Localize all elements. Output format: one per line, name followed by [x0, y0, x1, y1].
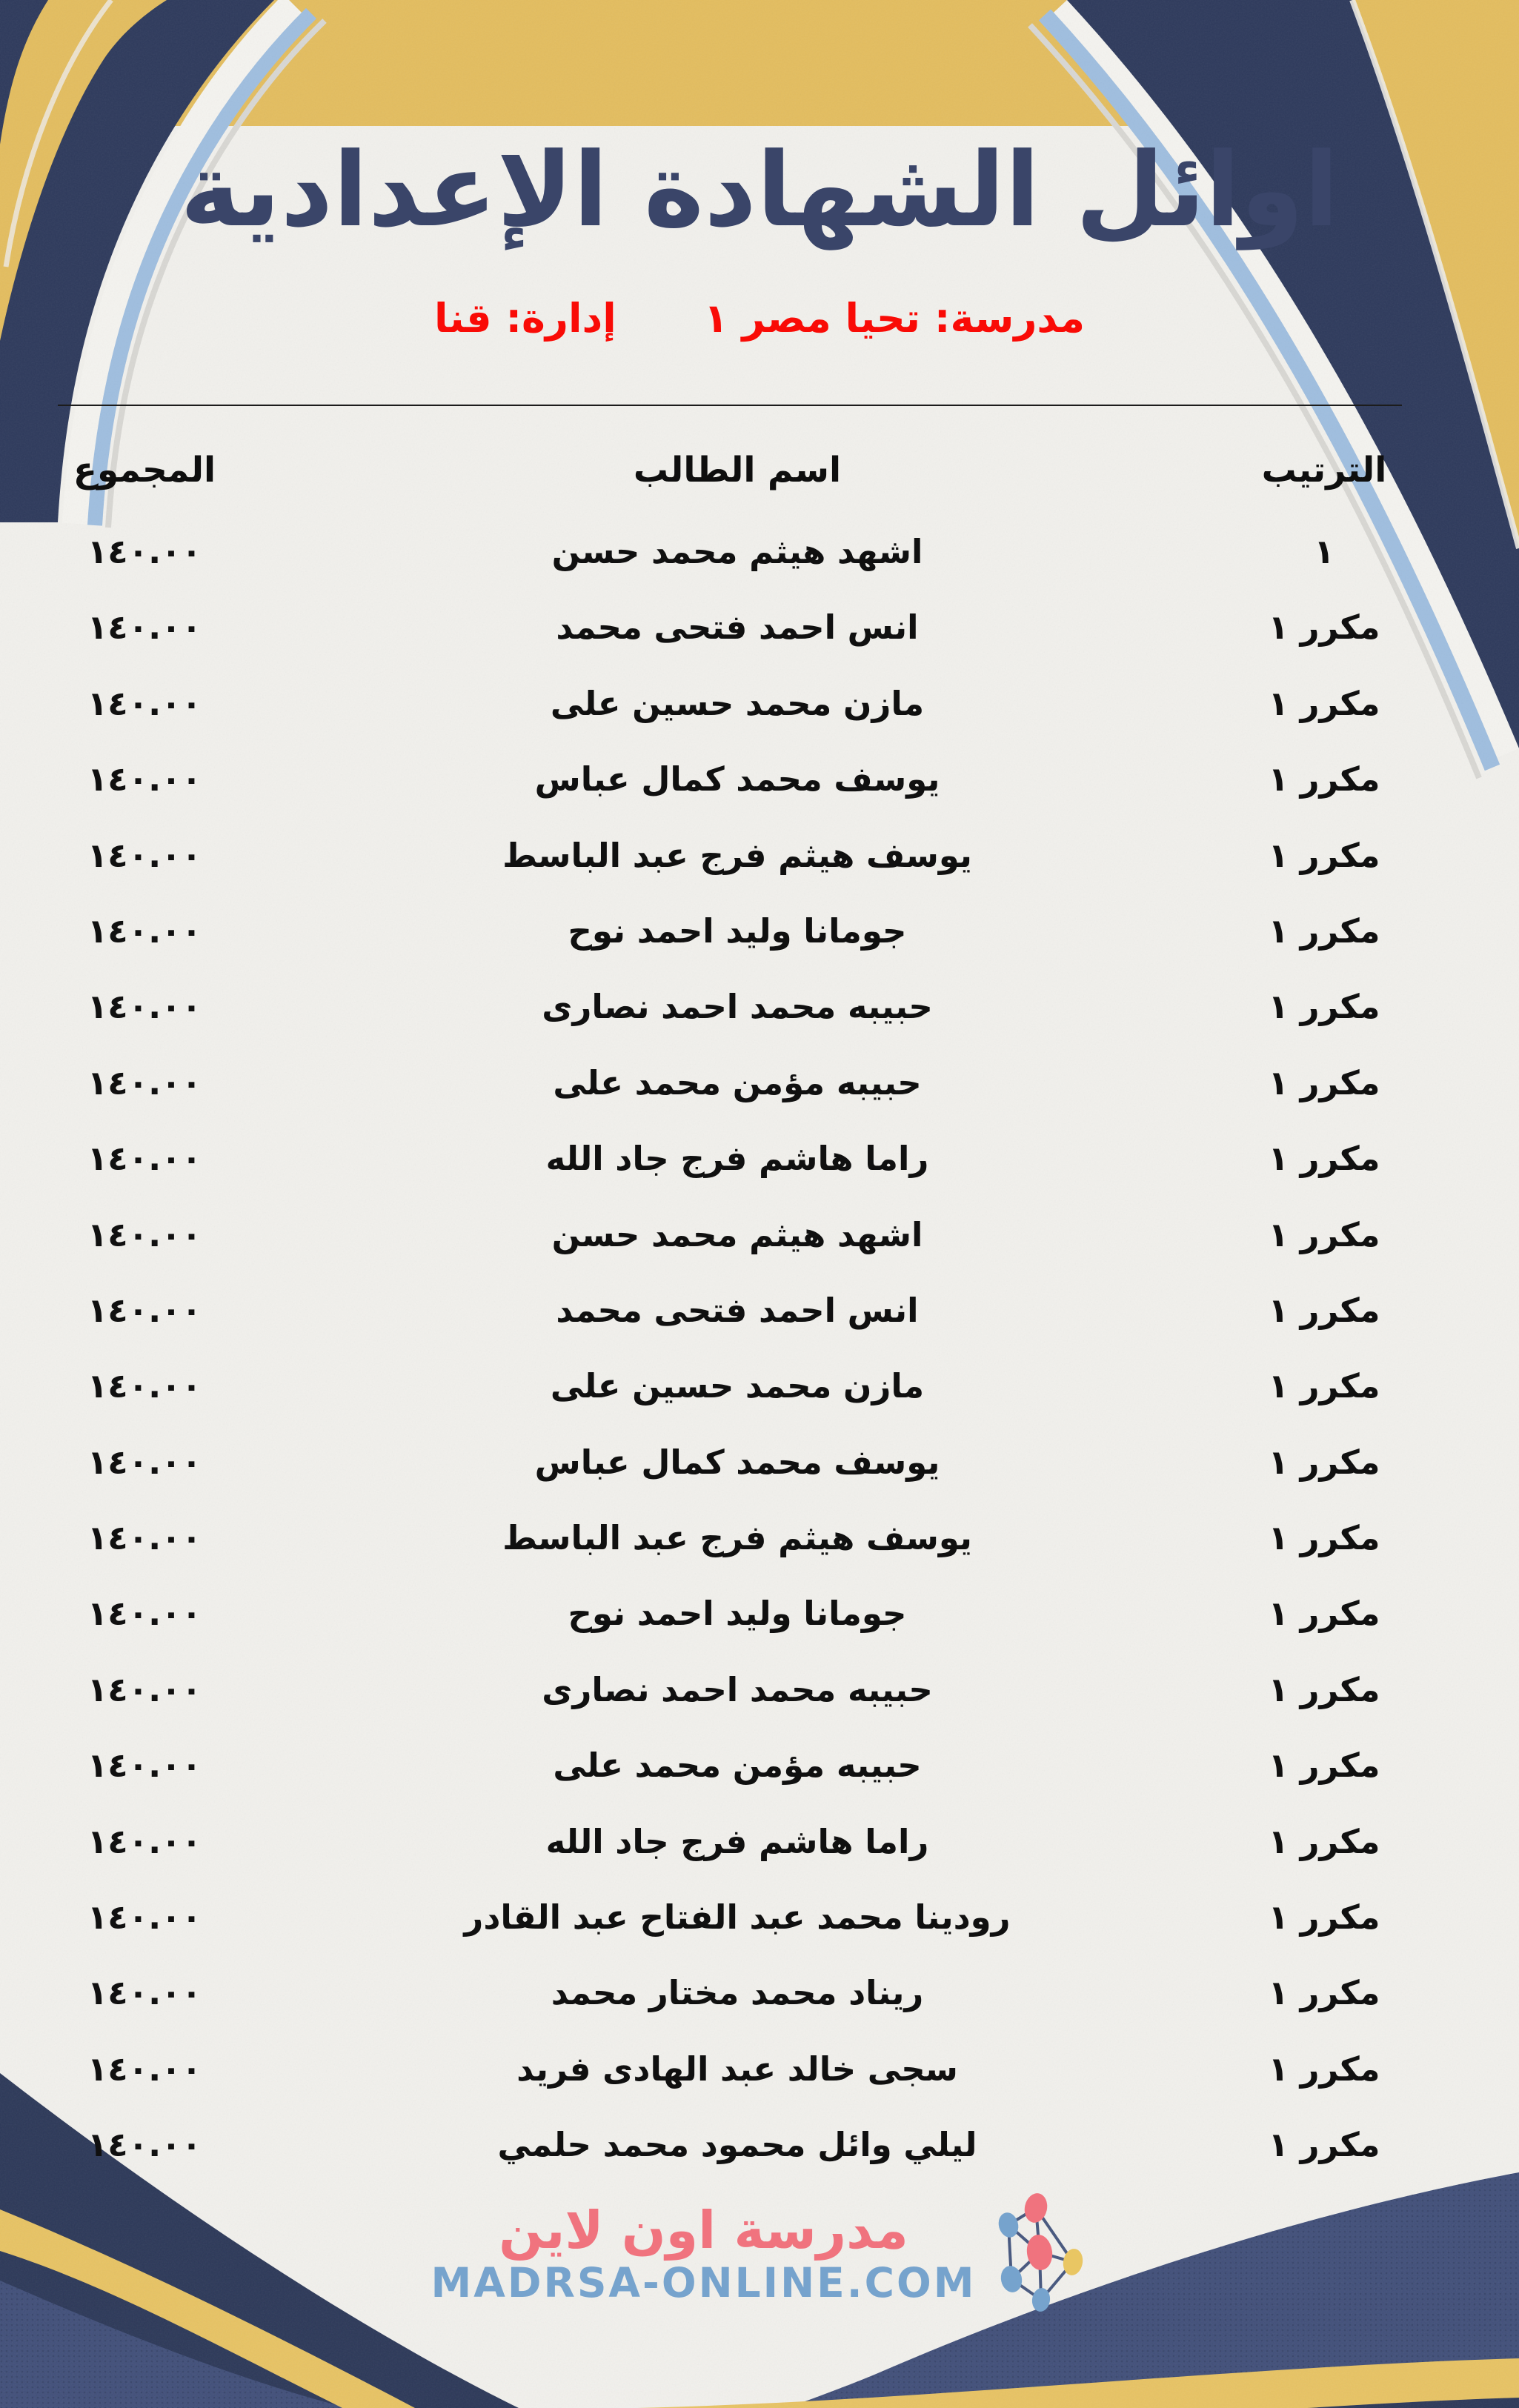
total-cell: ١٤٠.٠٠ [87, 1821, 202, 1861]
table-row [0, 1197, 1519, 1273]
total-cell: ١٤٠.٠٠ [87, 2125, 202, 2165]
table-row [0, 590, 1519, 665]
table-row [0, 1425, 1519, 1500]
total-cell: ١٤٠.٠٠ [87, 1139, 202, 1179]
table-row [0, 818, 1519, 894]
student-name-cell: يوسف هيثم فرج عبد الباسط [502, 1518, 972, 1558]
table-row [0, 894, 1519, 969]
rank-cell: مكرر ١ [1268, 2049, 1380, 2089]
total-cell: ١٤٠.٠٠ [87, 1898, 202, 1938]
rank-cell: ١ [1314, 532, 1334, 571]
total-cell: ١٤٠.٠٠ [87, 911, 202, 951]
student-name-cell: راما هاشم فرج جاد الله [545, 1139, 929, 1179]
rank-cell: مكرر ١ [1268, 608, 1380, 648]
rank-cell: مكرر ١ [1268, 1594, 1380, 1634]
table-row [0, 1121, 1519, 1197]
rank-cell: مكرر ١ [1268, 1898, 1380, 1938]
rank-cell: مكرر ١ [1268, 1062, 1380, 1102]
table-row [0, 1500, 1519, 1576]
table-row [0, 1273, 1519, 1348]
site-logo [0, 2192, 1519, 2314]
header-rank: الترتيب [1261, 450, 1387, 490]
table-row [0, 1728, 1519, 1803]
student-name-cell: اشهد هيثم محمد حسن [551, 1214, 923, 1254]
header-divider [58, 405, 1402, 406]
student-name-cell: حبيبه مؤمن محمد على [553, 1746, 922, 1786]
table-row [0, 514, 1519, 590]
table-row [0, 2107, 1519, 2183]
total-cell: ١٤٠.٠٠ [87, 1214, 202, 1254]
rank-cell: مكرر ١ [1268, 835, 1380, 875]
logo-domain-text: MADRSA-ONLINE.COM [431, 2258, 977, 2306]
school-label: مدرسة: تحيا مصر ١ [703, 295, 1086, 342]
total-cell: ١٤٠.٠٠ [87, 987, 202, 1027]
total-cell: ١٤٠.٠٠ [87, 1973, 202, 2013]
student-name-cell: اشهد هيثم محمد حسن [551, 532, 923, 571]
table-row [0, 1045, 1519, 1121]
total-cell: ١٤٠.٠٠ [87, 1746, 202, 1786]
total-cell: ١٤٠.٠٠ [87, 1290, 202, 1330]
student-name-cell: حبيبه مؤمن محمد على [553, 1062, 922, 1102]
student-name-cell: حبيبه محمد احمد نصارى [542, 1669, 933, 1709]
table-row [0, 666, 1519, 742]
table-row [0, 969, 1519, 1045]
table-row [0, 2032, 1519, 2107]
student-name-cell: يوسف هيثم فرج عبد الباسط [502, 835, 972, 875]
student-name-cell: انس احمد فتحى محمد [556, 1290, 919, 1330]
rank-cell: مكرر ١ [1268, 683, 1380, 723]
subtitle-line [0, 295, 1519, 342]
student-name-cell: مازن محمد حسين على [550, 683, 925, 723]
rank-cell: مكرر ١ [1268, 1746, 1380, 1786]
rank-cell: مكرر ١ [1268, 1366, 1380, 1406]
rank-cell: مكرر ١ [1268, 911, 1380, 951]
table-row [0, 1652, 1519, 1728]
student-name-cell: رودينا محمد عبد الفتاح عبد القادر [464, 1898, 1011, 1938]
network-logo-icon [995, 2192, 1088, 2314]
rank-cell: مكرر ١ [1268, 1290, 1380, 1330]
total-cell: ١٤٠.٠٠ [87, 683, 202, 723]
total-cell: ١٤٠.٠٠ [87, 759, 202, 799]
total-cell: ١٤٠.٠٠ [87, 608, 202, 648]
admin-label: إدارة: قنا [433, 295, 616, 342]
student-name-cell: مازن محمد حسين على [550, 1366, 925, 1406]
total-cell: ١٤٠.٠٠ [87, 1669, 202, 1709]
total-cell: ١٤٠.٠٠ [87, 1062, 202, 1102]
student-name-cell: ليلي وائل محمود محمد حلمي [497, 2125, 977, 2165]
total-cell: ١٤٠.٠٠ [87, 1366, 202, 1406]
rank-cell: مكرر ١ [1268, 1518, 1380, 1558]
total-cell: ١٤٠.٠٠ [87, 1518, 202, 1558]
rank-cell: مكرر ١ [1268, 1214, 1380, 1254]
table-row [0, 1804, 1519, 1880]
total-cell: ١٤٠.٠٠ [87, 835, 202, 875]
rank-cell: مكرر ١ [1268, 1442, 1380, 1482]
student-name-cell: حبيبه محمد احمد نصارى [542, 987, 933, 1027]
table-row [0, 1880, 1519, 1955]
table-body [0, 514, 1519, 2184]
table-row [0, 1955, 1519, 2031]
rank-cell: مكرر ١ [1268, 1669, 1380, 1709]
rank-cell: مكرر ١ [1268, 1821, 1380, 1861]
logo-arabic-text: مدرسة اون لاين [499, 2200, 908, 2261]
student-name-cell: انس احمد فتحى محمد [556, 608, 919, 648]
table-header [0, 445, 1519, 496]
student-name-cell: سجى خالد عبد الهادى فريد [516, 2049, 958, 2089]
header-total: المجموع [73, 450, 216, 490]
student-name-cell: يوسف محمد كمال عباس [534, 759, 940, 799]
student-name-cell: جومانا وليد احمد نوح [568, 1594, 907, 1634]
rank-cell: مكرر ١ [1268, 1139, 1380, 1179]
page-title: اوائل الشهادة الإعدادية [180, 130, 1339, 250]
header-name: اسم الطالب [633, 450, 842, 490]
table-row [0, 1348, 1519, 1424]
student-name-cell: ريناد محمد مختار محمد [551, 1973, 924, 2013]
rank-cell: مكرر ١ [1268, 2125, 1380, 2165]
total-cell: ١٤٠.٠٠ [87, 1442, 202, 1482]
total-cell: ١٤٠.٠٠ [87, 1594, 202, 1634]
table-row [0, 742, 1519, 817]
total-cell: ١٤٠.٠٠ [87, 2049, 202, 2089]
student-name-cell: راما هاشم فرج جاد الله [545, 1821, 929, 1861]
rank-cell: مكرر ١ [1268, 1973, 1380, 2013]
total-cell: ١٤٠.٠٠ [87, 532, 202, 571]
student-name-cell: يوسف محمد كمال عباس [534, 1442, 940, 1482]
table-row [0, 1576, 1519, 1652]
student-name-cell: جومانا وليد احمد نوح [568, 911, 907, 951]
rank-cell: مكرر ١ [1268, 987, 1380, 1027]
rank-cell: مكرر ١ [1268, 759, 1380, 799]
